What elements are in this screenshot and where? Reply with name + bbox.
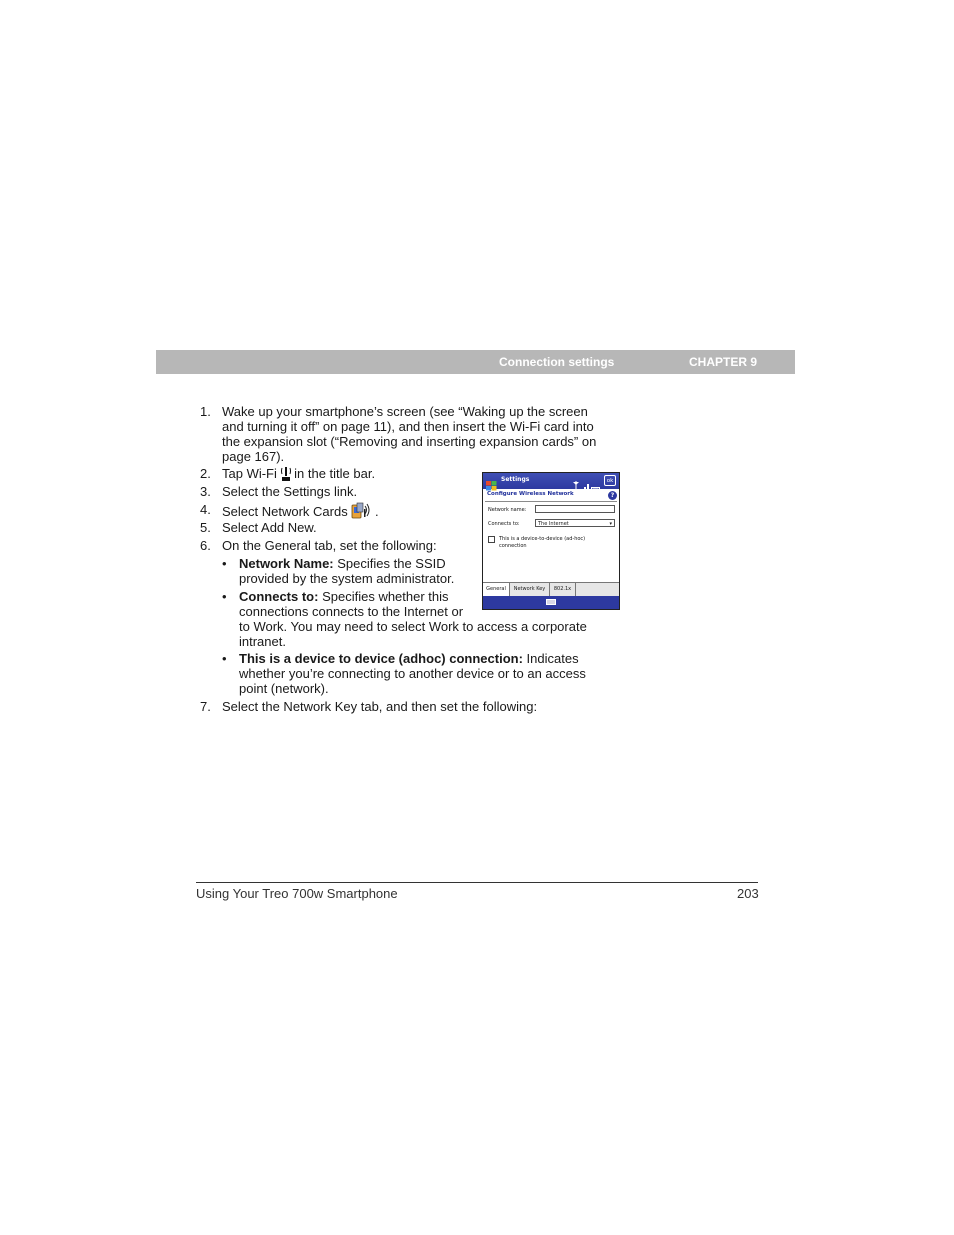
keyboard-icon[interactable] bbox=[546, 599, 556, 605]
wifi-icon bbox=[281, 466, 291, 485]
step-5-text: Select Add New. bbox=[222, 520, 317, 535]
bullet-term: This is a device to device (adhoc) connection: bbox=[239, 651, 523, 666]
step-6-text: On the General tab, set the following: bbox=[222, 538, 437, 553]
divider bbox=[485, 501, 617, 502]
tab-general[interactable]: General bbox=[483, 583, 510, 596]
step-number: 2. bbox=[200, 466, 211, 481]
bullet-line: to Work. You may need to select Work to access a corporate bbox=[239, 619, 587, 634]
bullet-line: Specifies the SSID bbox=[337, 556, 446, 571]
bullet-line: intranet. bbox=[239, 634, 286, 649]
header-chapter-label: CHAPTER 9 bbox=[689, 355, 758, 369]
header-section-title: Connection settings bbox=[499, 355, 615, 369]
step-2-text-before: Tap Wi-Fi bbox=[222, 466, 277, 481]
ok-button[interactable]: ok bbox=[604, 475, 616, 486]
tab-802-1x[interactable]: 802.1x bbox=[550, 583, 576, 596]
battery-icon bbox=[591, 478, 601, 497]
adhoc-label-line1: This is a device-to-device (ad-hoc) bbox=[499, 536, 586, 542]
step-1-line: and turning it off” on page 11), and then insert the Wi-Fi card into bbox=[222, 419, 594, 434]
device-titlebar bbox=[483, 473, 619, 489]
network-name-label: Network name: bbox=[488, 507, 527, 513]
tab-network-key[interactable]: Network Key bbox=[510, 583, 550, 596]
step-7-text: Select the Network Key tab, and then set the following: bbox=[222, 699, 538, 714]
device-tab-bar bbox=[483, 582, 619, 597]
network-name-input[interactable] bbox=[535, 505, 615, 513]
step-4-text-before: Select Network Cards bbox=[222, 504, 348, 519]
page-number: 203 bbox=[737, 886, 759, 901]
device-title: Settings bbox=[501, 476, 530, 483]
step-number: 7. bbox=[200, 699, 211, 714]
device-bottom-bar bbox=[483, 596, 619, 609]
step-number: 6. bbox=[200, 538, 211, 553]
bullet-line: point (network). bbox=[239, 681, 329, 696]
bullet-line: connections connects to the Internet or bbox=[239, 604, 464, 619]
connects-to-label: Connects to: bbox=[488, 521, 520, 527]
step-number: 1. bbox=[200, 404, 211, 419]
connects-to-select[interactable] bbox=[535, 519, 615, 527]
help-icon[interactable]: ? bbox=[608, 491, 617, 500]
device-screenshot bbox=[482, 472, 620, 610]
step-number: 5. bbox=[200, 520, 211, 535]
step-1-line: page 167). bbox=[222, 449, 285, 464]
bullet-term: Network Name: bbox=[239, 556, 334, 571]
bullet-term: Connects to: bbox=[239, 589, 319, 604]
device-heading: Configure Wireless Network bbox=[487, 491, 574, 497]
signal-icon bbox=[581, 477, 589, 496]
adhoc-checkbox[interactable] bbox=[488, 536, 495, 543]
network-cards-icon bbox=[351, 502, 371, 523]
step-number: 4. bbox=[200, 502, 211, 517]
bullet-dot: • bbox=[222, 589, 227, 604]
footer-rule bbox=[196, 882, 758, 883]
connects-to-value: The Internet bbox=[538, 521, 569, 527]
bullet-line: Indicates bbox=[526, 651, 579, 666]
step-1-line: Wake up your smartphone’s screen (see “Waking up the screen bbox=[222, 404, 588, 419]
step-3-text: Select the Settings link. bbox=[222, 484, 358, 499]
adhoc-label-line2: connection bbox=[499, 543, 527, 549]
bullet-dot: • bbox=[222, 556, 227, 571]
footer-title: Using Your Treo 700w Smartphone bbox=[196, 886, 398, 901]
step-number: 3. bbox=[200, 484, 211, 499]
bullet-line: Specifies whether this bbox=[322, 589, 449, 604]
step-2-text-after: in the title bar. bbox=[294, 466, 376, 481]
bullet-dot: • bbox=[222, 651, 227, 666]
bullet-line: provided by the system administrator. bbox=[239, 571, 455, 586]
step-4-text-after: . bbox=[374, 504, 379, 519]
chevron-down-icon: ▾ bbox=[609, 521, 612, 527]
bullet-line: whether you’re connecting to another device or to an access bbox=[239, 666, 586, 681]
step-1-line: the expansion slot (“Removing and inserting expansion cards” on bbox=[222, 434, 597, 449]
